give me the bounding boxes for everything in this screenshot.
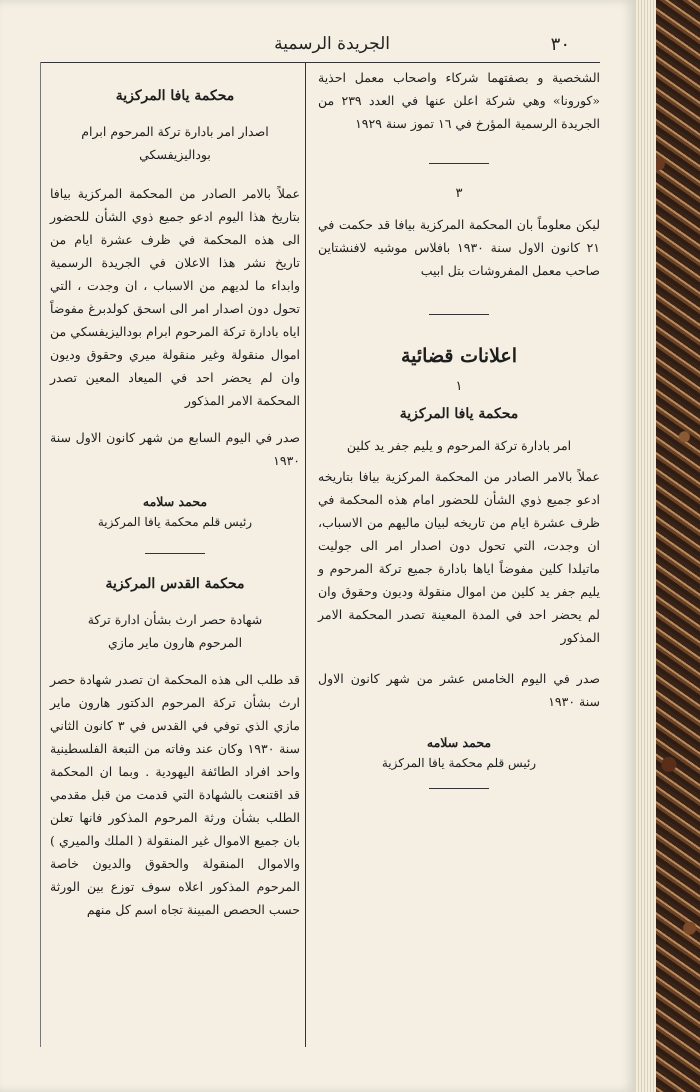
separator [429,788,489,789]
order-title: امر بادارة تركة المرحوم و يليم جفر يد كلين [346,438,572,453]
order-title-line: شهادة حصر ارث بشأن ادارة تركة [87,612,263,627]
order-body: عملاً بالامر الصادر من المحكمة المركزية بيافا بتاريخه ادعو جميع ذوي الشأن للحضور امام هذه المحكمة في ظرف عشرة ايام من تاريخه لبيان ماليهم من الاسباب، ان وجدت، التي تحول دون اصدار امر الى جوليت ماتيلدا كلين مفوضاً اياها بادارة جميع تركة المرحوم و يليم جفر يد كلين من اموال منقولة وديون وحقوق وان لم يحضر احد في المدة المعينة تصدر المحكمة الامر المذكور [318,469,600,645]
page-header [40,30,590,64]
issue-date: صدر في اليوم السابع من شهر كانون الاول سنة ١٩٣٠ [50,430,300,468]
order-body: عملاً بالامر الصادر من المحكمة المركزية بيافا بتاريخ هذا اليوم ادعو جميع ذوي الشأن للحضور الى هذه المحكمة في ظرف عشرة ايام من تاريخ نشر هذا الاعلان في الجريدة الرسمية وابداء ما لديهم من الاسباب ، ان وجدت ، التي تحول دون اصدار امر الى اسحق كولدبرغ مفوضاً اياه بادارة تركة المرحوم ابرام بوداليزيفسكي من اموال منقولة وغير منقولة ميري وحقوق وديون وان لم يحضر احد في الميعاد المعين تصدر المحكمة الامر المذكور [50,186,300,408]
notice-number-1: ١ [455,379,463,394]
column-divider [305,62,306,1047]
court-heading: محكمة يافا المركزية [399,406,519,422]
court-heading: محكمة يافا المركزية [115,88,235,104]
section-title: اعلانات قضائية [400,345,518,367]
notice-number-3: ٣ [455,186,463,201]
signer-title: رئيس قلم محكمة يافا المركزية [97,515,253,529]
left-margin-rule [40,62,41,1047]
signer-name: محمد سلامه [142,494,208,509]
publication-title: الجريدة الرسمية [274,34,390,54]
order-title-line: المرحوم هارون ماير مازي [107,635,243,650]
issue-date: صدر في اليوم الخامس عشر من شهر كانون الاول سنة ١٩٣٠ [318,671,600,709]
signer-name: محمد سلامه [426,735,492,750]
header-rule [40,62,600,63]
page-number: ٣٠ [550,34,570,55]
order-body: قد طلب الى هذه المحكمة ان تصدر شهادة حصر ارث بشأن تركة المرحوم الدكتور هارون ماير مازي الذي توفي في القدس في ٣ كانون الثاني سنة ١٩٣٠ وكان عند وفاته من التبعة الفلسطينية واحد افراد الطائفة اليهودية . وبما ان المحكمة قد اقتنعت بالشهادة التي قدمت من قبل مقدمي الطلب بشأن ورثة المرحوم المذكور فانها تعلن بان جميع الاموال غير المنقولة ( الملك والميري ) والاموال المنقولة والحقوق والديون خاصة المرحوم المذكور اعلاه سوف توزع بين الورثة حسب الحصص المبينة تجاه اسم كل منهم [50,672,301,917]
signer-title: رئيس قلم محكمة يافا المركزية [381,756,537,770]
court-heading: محكمة القدس المركزية [105,576,245,592]
left-column [50,66,300,921]
order-title: اصدار امر بادارة تركة المرحوم ابرام بوداليزيفسكي [81,124,269,162]
intro-paragraph: الشخصية و بصفتهما شركاء واصحاب معمل احذية «كورونا» وهي شركة اعلن عنها في العدد ٢٣٩ من الجريدة الرسمية المؤرخ في ١٦ تموز سنة ١٩٢٩ [318,70,600,131]
bankruptcy-notice: ليكن معلوماً بان المحكمة المركزية بيافا قد حكمت في ٢١ كانون الاول سنة ١٩٣٠ بافلاس موشيه لافنشتاين صاحب معمل المفروشات بتل ابيب [318,217,600,278]
right-column [318,66,600,789]
